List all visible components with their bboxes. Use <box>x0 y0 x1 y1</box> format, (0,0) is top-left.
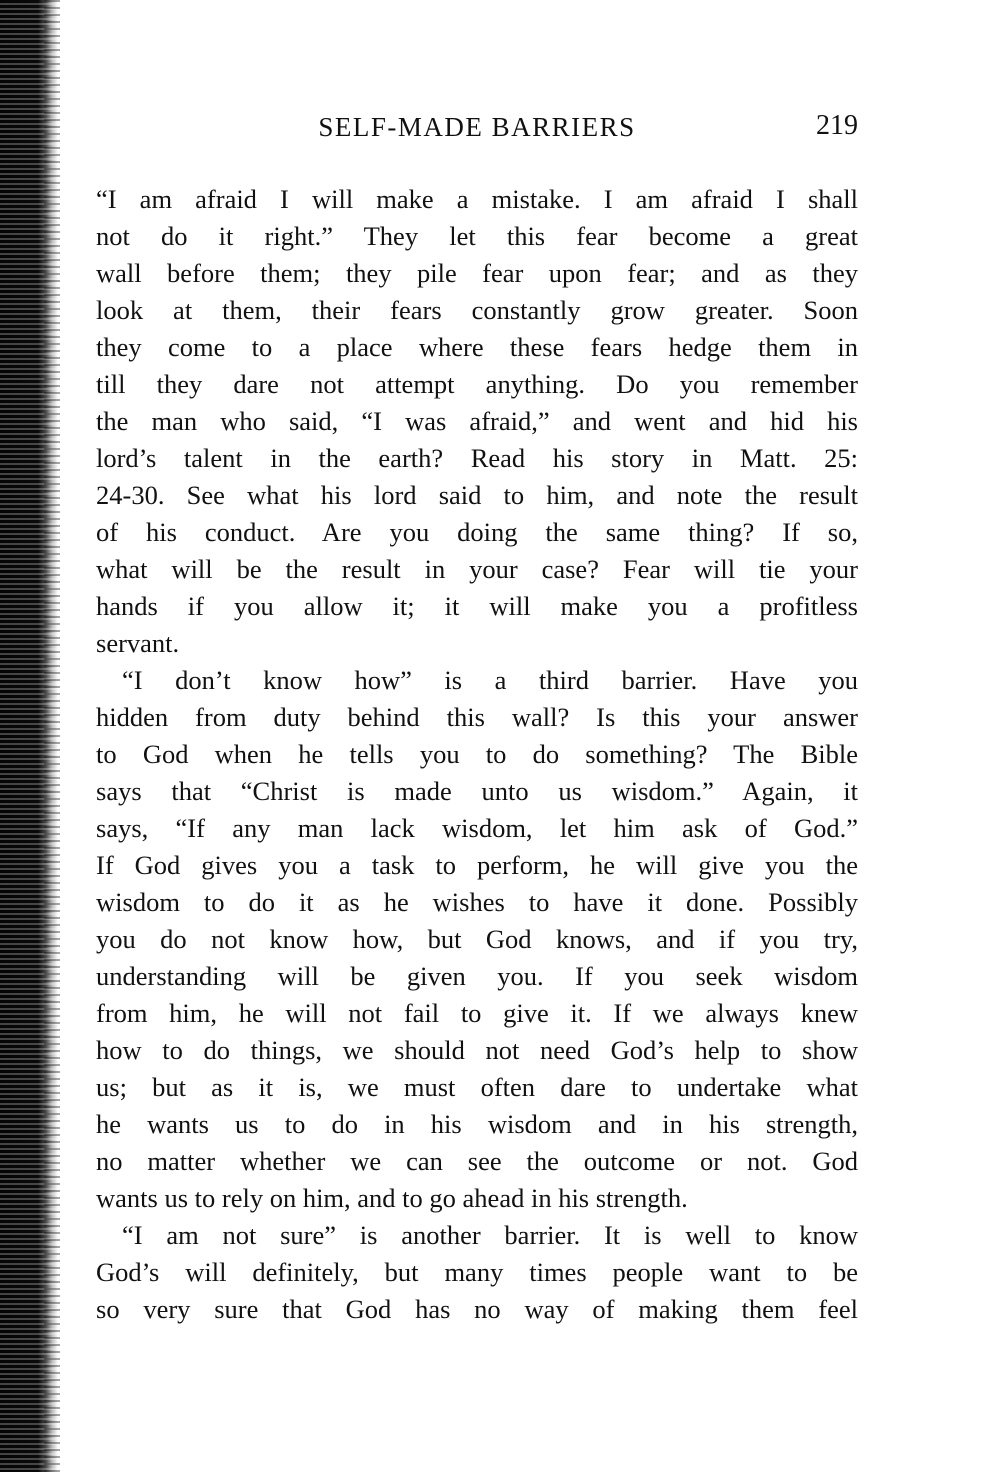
text-line: wants us to rely on him, and to go ahead in his strength. <box>96 1183 688 1213</box>
running-head <box>96 110 858 150</box>
text-line: till they dare not attempt anything. Do you remember <box>96 369 858 399</box>
text-line: hidden from duty behind this wall? Is this your answer <box>96 702 858 732</box>
text-line: wall before them; they pile fear upon fear; and as they <box>96 258 858 288</box>
text-line: you do not know how, but God knows, and if you try, <box>96 924 858 954</box>
body-text <box>96 181 858 1328</box>
text-line: of his conduct. Are you doing the same thing? If so, <box>96 517 858 547</box>
text-line: what will be the result in your case? Fear will tie your <box>96 554 858 584</box>
text-line: God’s will definitely, but many times people want to be <box>96 1257 858 1287</box>
text-line: says that “Christ is made unto us wisdom.” Again, it <box>96 776 858 806</box>
paragraph-start-line: “I don’t know how” is a third barrier. Have you <box>122 665 858 695</box>
paragraph-start-line: “I am not sure” is another barrier. It is well to know <box>122 1220 858 1250</box>
page-number: 219 <box>816 110 858 141</box>
text-line: 24-30. See what his lord said to him, and note the result <box>96 480 858 510</box>
text-line: no matter whether we can see the outcome or not. God <box>96 1146 858 1176</box>
page-edge-texture <box>44 0 60 1472</box>
text-line: lord’s talent in the earth? Read his story in Matt. 25: <box>96 443 858 473</box>
text-line: from him, he will not fail to give it. If we always knew <box>96 998 858 1028</box>
text-line: he wants us to do in his wisdom and in his strength, <box>96 1109 858 1139</box>
text-line: to God when he tells you to do something? The Bible <box>96 739 858 769</box>
text-line: “I am afraid I will make a mistake. I am afraid I shall <box>96 184 858 214</box>
text-line: they come to a place where these fears hedge them in <box>96 332 858 362</box>
running-title: SELF-MADE BARRIERS <box>318 112 636 142</box>
text-line: servant. <box>96 628 180 658</box>
text-line: wisdom to do it as he wishes to have it done. Possibly <box>96 887 858 917</box>
text-line: understanding will be given you. If you seek wisdom <box>96 961 858 991</box>
text-line: If God gives you a task to perform, he will give you the <box>96 850 858 880</box>
text-line: look at them, their fears constantly grow greater. Soon <box>96 295 858 325</box>
text-line: says, “If any man lack wisdom, let him ask of God.” <box>96 813 858 843</box>
text-line: so very sure that God has no way of making them feel <box>96 1294 858 1324</box>
text-line: hands if you allow it; it will make you a profitless <box>96 591 858 621</box>
text-line: how to do things, we should not need God’s help to show <box>96 1035 858 1065</box>
text-line: us; but as it is, we must often dare to undertake what <box>96 1072 858 1102</box>
text-line: the man who said, “I was afraid,” and went and hid his <box>96 406 858 436</box>
text-line: not do it right.” They let this fear become a great <box>96 221 858 251</box>
